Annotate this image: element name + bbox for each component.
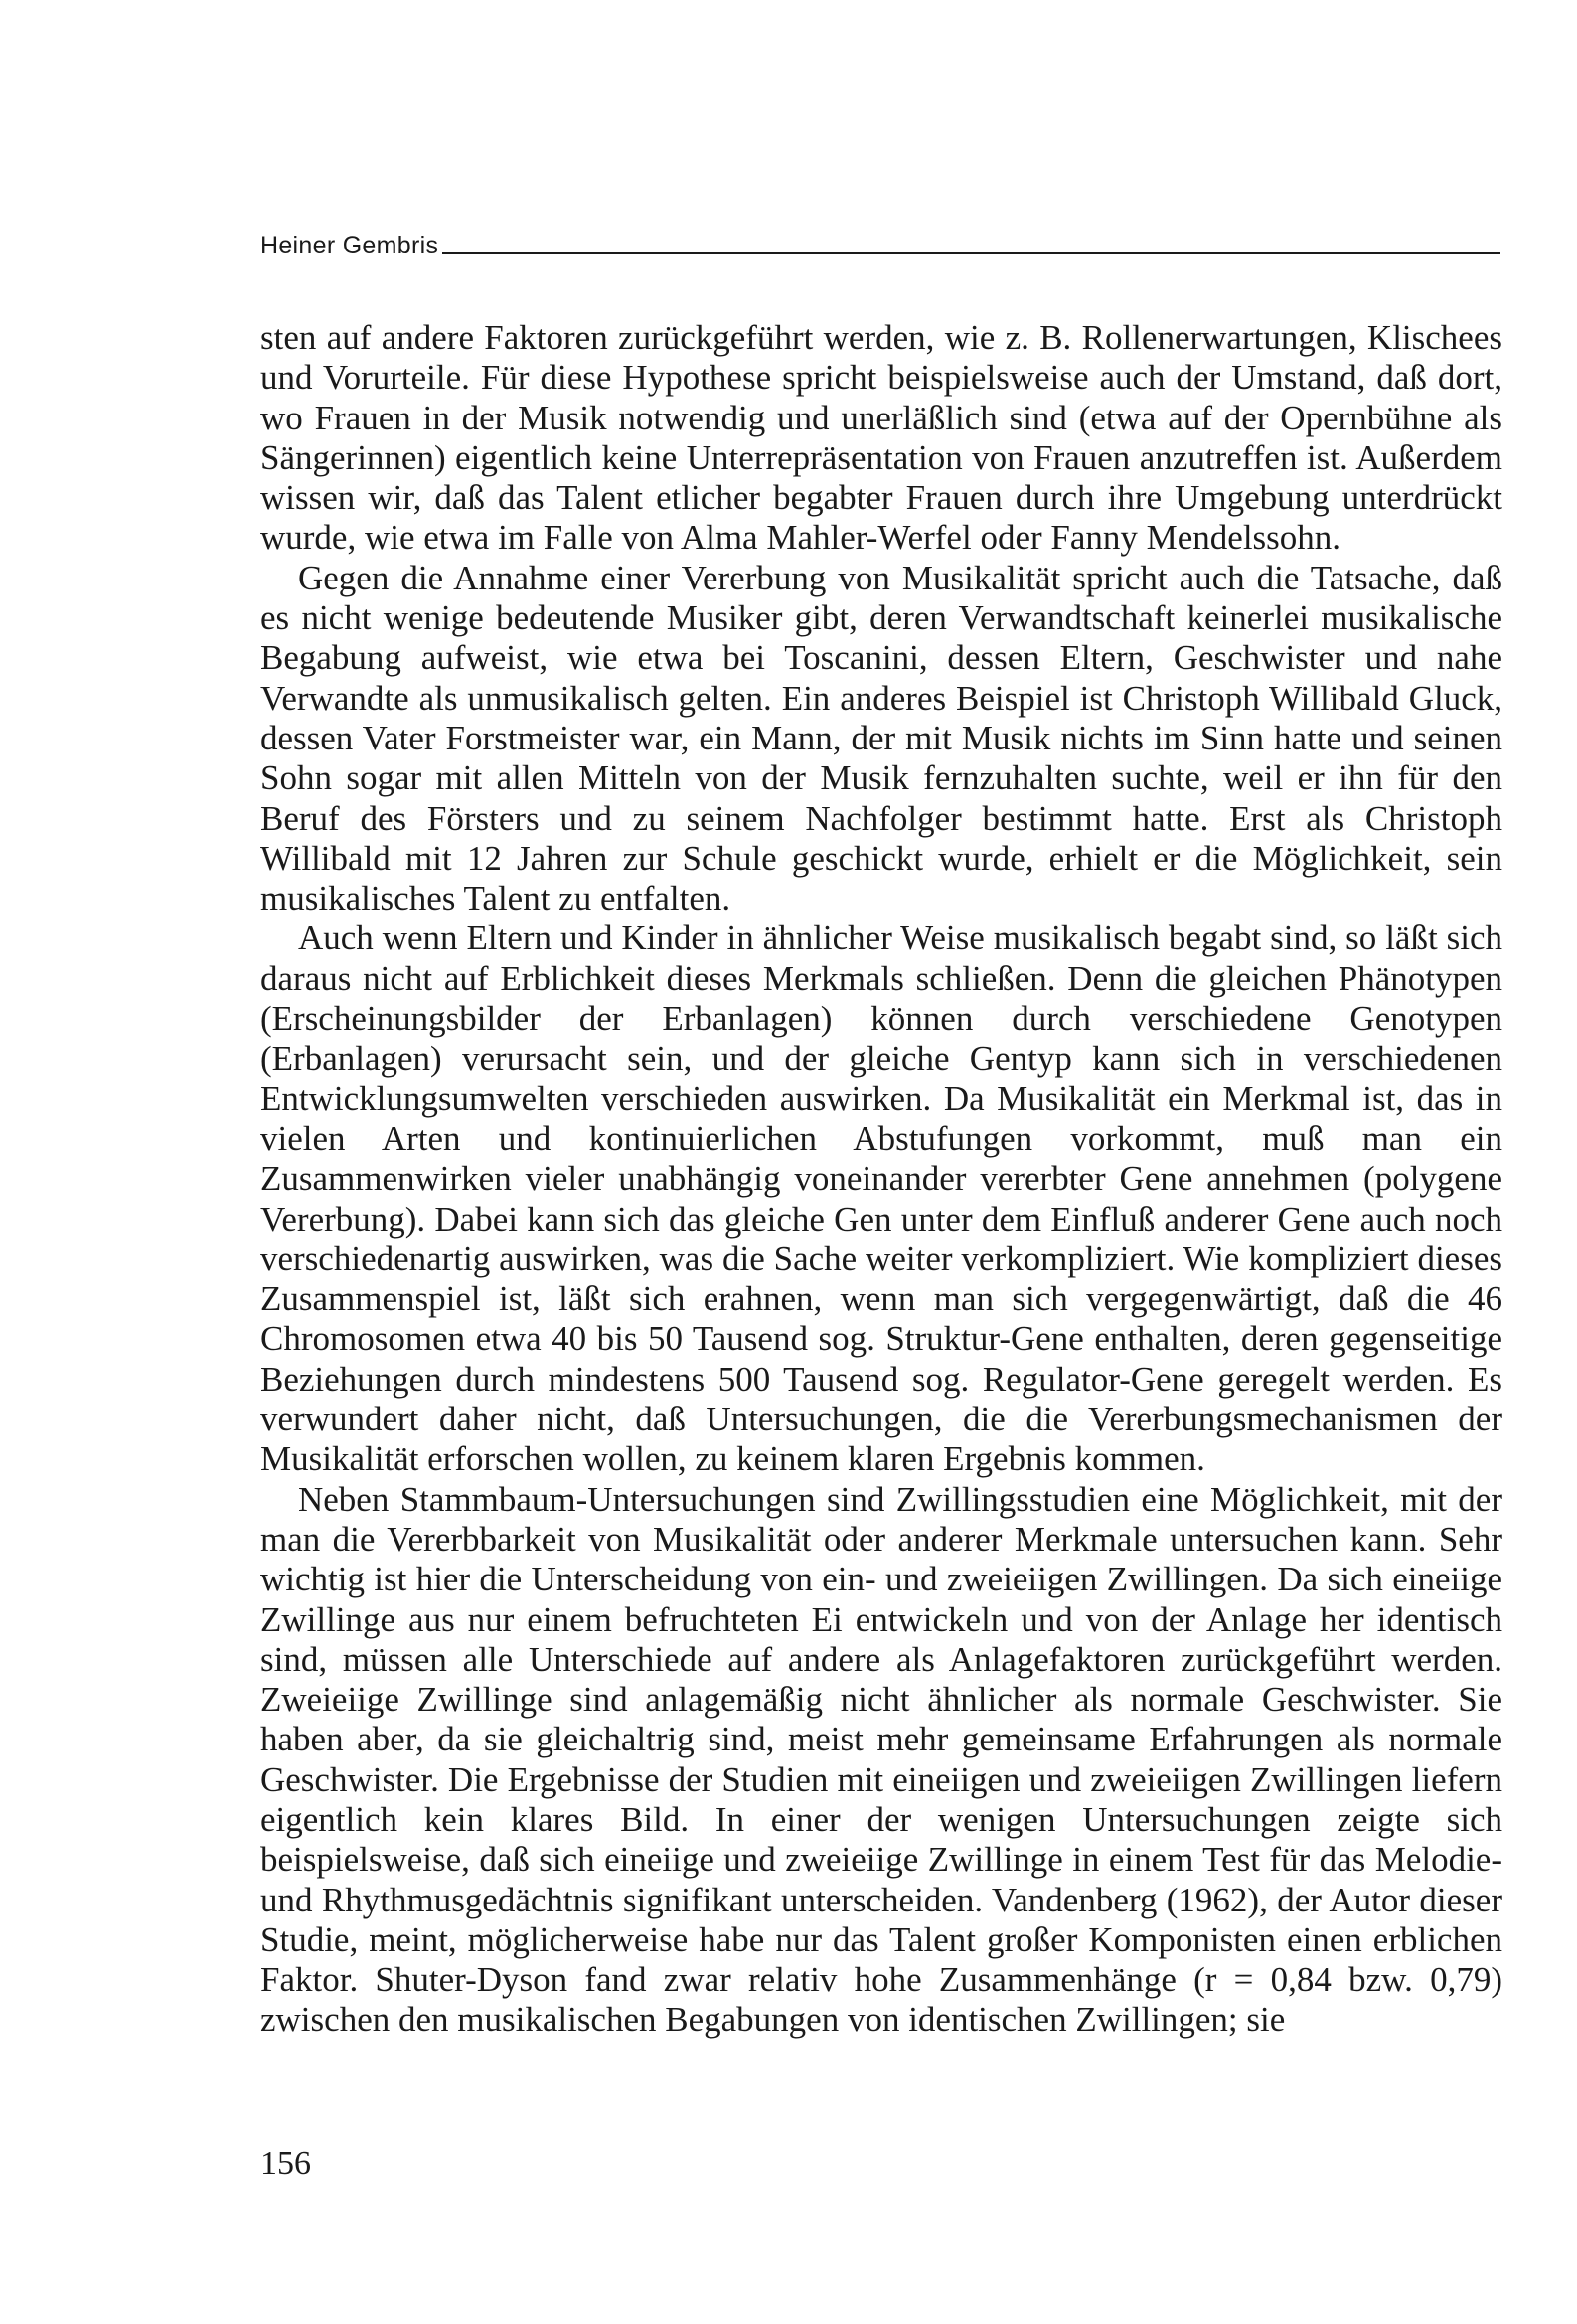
header-rule (442, 252, 1500, 254)
paragraph: Gegen die Annahme einer Vererbung von Musikalität spricht auch die Tatsache, daß es nicht wenige bedeutende Musiker gibt, deren Verwandtschaft keinerlei musikalische Begabung aufweist, wie etwa bei Toscanini, dessen Eltern, Geschwister und nahe Verwandte als unmusikalisch gelten. Ein anderes Beispiel ist Christoph Willibald Gluck, dessen Vater Forstmeister war, ein Mann, der mit Musik nichts im Sinn hatte und seinen Sohn sogar mit allen Mitteln von der Musik fernzuhalten suchte, weil er ihn für den Beruf des Försters und zu seinem Nachfolger bestimmt hatte. Erst als Christoph Willibald mit 12 Jahren zur Schule geschickt wurde, erhielt er die Möglichkeit, sein musikalisches Talent zu entfalten. (260, 558, 1502, 918)
paragraph: Auch wenn Eltern und Kinder in ähnlicher Weise musikalisch begabt sind, so läßt sich daraus nicht auf Erblichkeit dieses Merkmals schließen. Denn die gleichen Phänotypen (Erscheinungsbilder der Erbanlagen) können durch verschiedene Genotypen (Erbanlagen) verursacht sein, und der gleiche Gentyp kann sich in verschiedenen Entwicklungsumwelten verschieden auswirken. Da Musikalität ein Merkmal ist, das in vielen Arten und kontinuierlichen Abstufungen vorkommt, muß man ein Zusammenwirken vieler unabhängig voneinander vererbter Gene annehmen (polygene Vererbung). Dabei kann sich das gleiche Gen unter dem Einfluß anderer Gene auch noch verschiedenartig auswirken, was die Sache weiter verkompliziert. Wie kompliziert dieses Zusammenspiel ist, läßt sich erahnen, wenn man sich vergegenwärtigt, daß die 46 Chromosomen etwa 40 bis 50 Tausend sog. Struktur-Gene enthalten, deren gegenseitige Beziehungen durch mindestens 500 Tausend sog. Regulator-Gene geregelt werden. Es verwundert daher nicht, daß Untersuchungen, die die Vererbungsmechanismen der Musikalität erforschen wollen, zu keinem klaren Ergebnis kommen. (260, 918, 1502, 1479)
running-head (260, 221, 1500, 260)
body-text (260, 318, 1502, 2041)
running-head-author: Heiner Gembris (260, 232, 439, 259)
paragraph: Neben Stammbaum-Untersuchungen sind Zwillingsstudien eine Möglichkeit, mit der man die Vererbbarkeit von Musikalität oder anderer Merkmale untersuchen kann. Sehr wichtig ist hier die Unterscheidung von ein- und zweieiigen Zwillingen. Da sich eineiige Zwillinge aus nur einem befruchteten Ei entwickeln und von der Anlage her identisch sind, müssen alle Unterschiede auf andere als Anlagefaktoren zurückgeführt werden. Zweieiige Zwillinge sind anlagemäßig nicht ähnlicher als normale Geschwister. Sie haben aber, da sie gleichaltrig sind, meist mehr gemeinsame Erfahrungen als normale Geschwister. Die Ergebnisse der Studien mit eineiigen und zweieiigen Zwillingen liefern eigentlich kein klares Bild. In einer der wenigen Untersuchungen zeigte sich beispielsweise, daß sich eineiige und zweieiige Zwillinge in einem Test für das Melodie- und Rhythmusgedächtnis signifikant unterscheiden. Vandenberg (1962), der Autor dieser Studie, meint, möglicherweise habe nur das Talent großer Komponisten einen erblichen Faktor. Shuter-Dyson fand zwar relativ hohe Zusammenhänge (r = 0,84 bzw. 0,79) zwischen den musikalischen Begabungen von identischen Zwillingen; sie (260, 1479, 1502, 2040)
paragraph-continuation: sten auf andere Faktoren zurückgeführt werden, wie z. B. Rollenerwartungen, Klischees und Vorurteile. Für diese Hypothese spricht beispielsweise auch der Umstand, daß dort, wo Frauen in der Musik notwendig und unerläßlich sind (etwa auf der Opernbühne als Sängerinnen) eigentlich keine Unterrepräsentation von Frauen anzutreffen ist. Außerdem wissen wir, daß das Talent etlicher begabter Frauen durch ihre Umgebung unterdrückt wurde, wie etwa im Falle von Alma Mahler-Werfel oder Fanny Mendelssohn. (260, 318, 1502, 558)
page-number: 156 (260, 2145, 311, 2182)
